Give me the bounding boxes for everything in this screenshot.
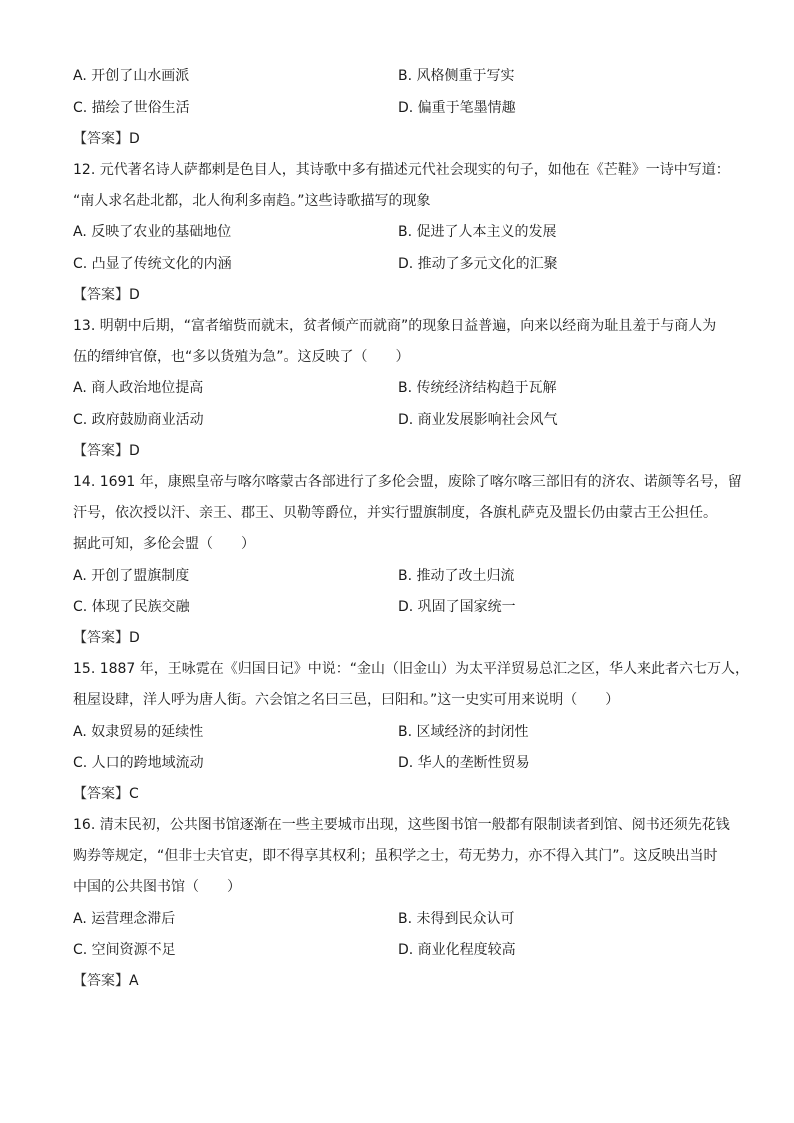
q14-stem-line-3: 据此可知，多伦会盟（ ） <box>73 536 255 552</box>
q12-option-d: D. 推动了多元文化的汇聚 <box>398 256 558 272</box>
q11-option-c: C. 描绘了世俗生活 <box>73 100 190 116</box>
answer-value: A <box>129 973 139 989</box>
q16-answer <box>73 971 139 991</box>
answer-label: 【答案】 <box>73 630 129 646</box>
q15-stem-line-1: 15. 1887 年，王咏霓在《归国日记》中说：“金山（旧金山）为太平洋贸易总汇之区，华人来此者六七万人， <box>73 661 750 677</box>
q16-stem-line-3: 中国的公共图书馆（ ） <box>73 879 241 895</box>
q13-option-a: A. 商人政治地位提高 <box>73 380 204 396</box>
q16-option-b: B. 未得到民众认可 <box>398 911 515 927</box>
answer-label: 【答案】 <box>73 973 129 989</box>
q13-stem-line-2: 伍的缙绅官僚，也“多以货殖为急”。这反映了（ ） <box>73 349 410 365</box>
q14-stem-line-2: 汗号，依次授以汗、亲王、郡王、贝勒等爵位，并实行盟旗制度，各旗札萨克及盟长仍由蒙古王公担任。 <box>73 505 717 521</box>
q14-option-c: C. 体现了民族交融 <box>73 599 190 615</box>
q11-option-a: A. 开创了山水画派 <box>73 68 190 84</box>
q16-option-a: A. 运营理念滞后 <box>73 911 176 927</box>
q12-stem-line-2: “南人求名赴北都，北人徇利多南趋。”这些诗歌描写的现象 <box>73 193 431 209</box>
answer-label: 【答案】 <box>73 786 129 802</box>
q11-answer <box>73 129 140 149</box>
q12-stem-line-1: 12. 元代著名诗人萨都剌是色目人，其诗歌中多有描述元代社会现实的句子，如他在《芒鞋》一诗中写道： <box>73 162 730 178</box>
q15-stem-line-2: 租屋设肆，洋人呼为唐人街。六会馆之名曰三邑，曰阳和。”这一史实可用来说明（ ） <box>73 692 620 708</box>
answer-label: 【答案】 <box>73 443 129 459</box>
q16-option-d: D. 商业化程度较高 <box>398 942 516 958</box>
q11-option-d: D. 偏重于笔墨情趣 <box>398 100 516 116</box>
answer-label: 【答案】 <box>73 287 129 303</box>
q15-option-b: B. 区域经济的封闭性 <box>398 724 529 740</box>
q12-option-a: A. 反映了农业的基础地位 <box>73 224 232 240</box>
q16-stem-line-2: 购券等规定，“但非士夫官吏，即不得享其权利；虽积学之士，苟无势力，亦不得入其门”。这反映出当时 <box>73 848 718 864</box>
q14-option-a: A. 开创了盟旗制度 <box>73 568 190 584</box>
answer-value: C <box>129 786 139 802</box>
q15-answer <box>73 784 139 804</box>
q15-option-d: D. 华人的垄断性贸易 <box>398 755 530 771</box>
q12-option-c: C. 凸显了传统文化的内涵 <box>73 256 232 272</box>
q14-option-b: B. 推动了改土归流 <box>398 568 515 584</box>
q16-option-c: C. 空间资源不足 <box>73 942 176 958</box>
q16-stem-line-1: 16. 清末民初，公共图书馆逐渐在一些主要城市出现，这些图书馆一般都有限制读者到馆、阅书还须先花钱 <box>73 817 730 833</box>
q12-option-b: B. 促进了人本主义的发展 <box>398 224 557 240</box>
answer-value: D <box>129 630 140 646</box>
q13-stem-line-1: 13. 明朝中后期，“富者缩赀而就末，贫者倾产而就商”的现象日益普遍，向来以经商为耻且羞于与商人为 <box>73 318 717 334</box>
q14-stem-line-1: 14. 1691 年，康熙皇帝与喀尔喀蒙古各部进行了多伦会盟，废除了喀尔喀三部旧有的济农、诺颜等名号，留 <box>73 474 742 490</box>
q11-option-b: B. 风格侧重于写实 <box>398 68 515 84</box>
q13-option-d: D. 商业发展影响社会风气 <box>398 412 558 428</box>
q13-option-c: C. 政府鼓励商业活动 <box>73 412 204 428</box>
q13-answer <box>73 441 140 461</box>
q13-option-b: B. 传统经济结构趋于瓦解 <box>398 380 557 396</box>
q12-answer <box>73 285 140 305</box>
q15-option-c: C. 人口的跨地域流动 <box>73 755 204 771</box>
answer-value: D <box>129 287 140 303</box>
answer-value: D <box>129 131 140 147</box>
answer-value: D <box>129 443 140 459</box>
q15-option-a: A. 奴隶贸易的延续性 <box>73 724 204 740</box>
answer-label: 【答案】 <box>73 131 129 147</box>
q14-option-d: D. 巩固了国家统一 <box>398 599 516 615</box>
q14-answer <box>73 628 140 648</box>
